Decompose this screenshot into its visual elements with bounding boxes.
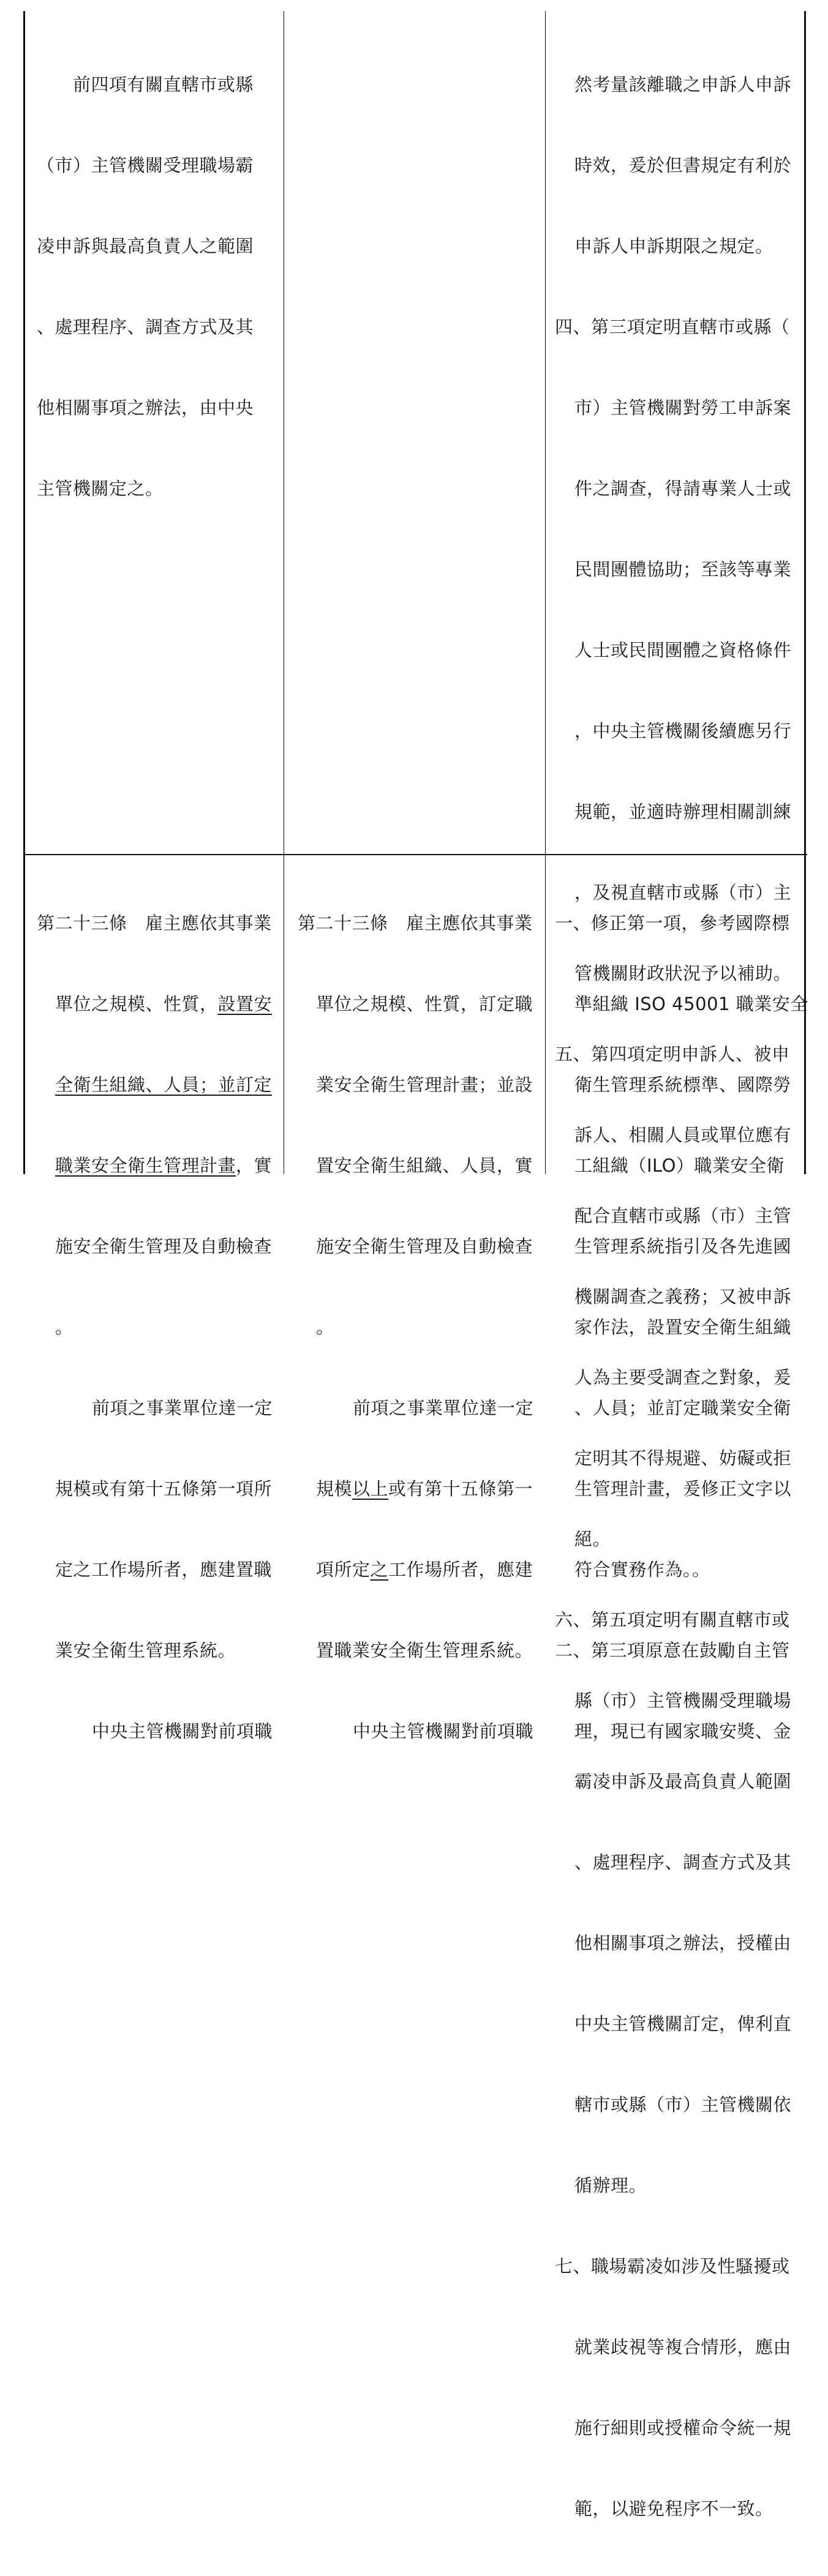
text-line: 時效，爰於但書規定有利於 bbox=[574, 155, 792, 176]
text-line: 中央主管機關對前項職 bbox=[353, 1721, 534, 1742]
text-line: 中央主管機關對前項職 bbox=[92, 1721, 273, 1742]
text-line: 五、第四項定明申訴人、被申 bbox=[555, 1044, 790, 1065]
text-line bbox=[298, 1475, 533, 1502]
text-line: 他相關事項之辦法，授權由 bbox=[574, 1933, 792, 1953]
text-line: 、處理程序、調查方式及其 bbox=[37, 316, 254, 337]
text-line bbox=[37, 1152, 273, 1179]
text-line bbox=[37, 1071, 273, 1098]
text-line: 前項之事業單位達一定 bbox=[92, 1398, 273, 1418]
text-line: 配合直轄市或縣（市）主管 bbox=[574, 1205, 792, 1226]
text-line: 件之調查，得請專業人士或 bbox=[574, 478, 792, 499]
text-line: ，及視直轄市或縣（市）主 bbox=[574, 882, 792, 903]
text-line: 定之工作場所者，應建置職 bbox=[55, 1559, 273, 1580]
amended-underline: 全衛生組織、人員；並訂定 bbox=[55, 1074, 273, 1095]
text-line: 符合實務作為。。 bbox=[574, 1559, 710, 1580]
text-line: 霸凌申訴及最高負責人範圍 bbox=[574, 1771, 792, 1792]
text-span: 或有第十五條第一 bbox=[388, 1478, 533, 1499]
text-line: 中央主管機關訂定，俾利直 bbox=[574, 2013, 792, 2034]
current-underline: 之 bbox=[370, 1559, 389, 1580]
text-line: 民間團體協助；至該等專業 bbox=[574, 559, 792, 580]
top-amended-column bbox=[37, 17, 254, 556]
text-line: 縣（市）主管機關受理職場 bbox=[574, 1690, 792, 1711]
text-line: 施安全衛生管理及自動檢查 bbox=[316, 1236, 533, 1257]
text-line: 絕。 bbox=[574, 1529, 611, 1549]
text-line: 人士或民間團體之資格條件 bbox=[574, 640, 792, 661]
text-span: 單位之規模、性質， bbox=[55, 994, 218, 1014]
current-underline: 以上 bbox=[352, 1478, 389, 1499]
text-line: 規模或有第十五條第一項所 bbox=[55, 1478, 273, 1499]
text-line: 衛生管理系統標準、國際勞 bbox=[574, 1074, 792, 1095]
text-line: 循辦理。 bbox=[574, 2175, 647, 2196]
text-line: 前四項有關直轄市或縣 bbox=[37, 74, 254, 95]
text-line: 二、第三項原意在鼓勵自主管 bbox=[555, 1640, 790, 1661]
text-line: ，中央主管機關後續應另行 bbox=[574, 721, 792, 741]
text-span: 規模 bbox=[316, 1478, 353, 1499]
text-span: 項所定 bbox=[316, 1559, 371, 1580]
text-line: 範，以避免程序不一致。 bbox=[574, 2498, 773, 2519]
text-line: 、人員；並訂定職業安全衛 bbox=[574, 1398, 792, 1418]
text-line: 前項之事業單位達一定 bbox=[353, 1398, 534, 1418]
text-line: 、處理程序、調查方式及其 bbox=[574, 1852, 792, 1873]
text-line: 生管理計畫，爰修正文字以 bbox=[574, 1478, 792, 1499]
text-line: 機關調查之義務；又被申訴 bbox=[574, 1286, 792, 1307]
bottom-explanation-column bbox=[555, 856, 808, 1799]
text-line: 四、第三項定明直轄市或縣（ bbox=[555, 316, 790, 337]
text-line: 施安全衛生管理及自動檢查 bbox=[55, 1236, 273, 1257]
text-line: 單位之規模、性質，訂定職 bbox=[316, 994, 533, 1014]
text-line: 他相關事項之辦法，由中央 bbox=[37, 397, 254, 418]
text-line: 置安全衛生組織、人員，實 bbox=[316, 1155, 533, 1176]
text-line: 訴人、相關人員或單位應有 bbox=[574, 1125, 792, 1145]
text-line: 管機關財政狀況予以補助。 bbox=[574, 963, 792, 984]
article-heading: 第二十三條 雇主應依其事業 bbox=[298, 913, 533, 934]
text-line bbox=[37, 990, 273, 1017]
text-line bbox=[298, 1556, 533, 1583]
text-line: 一、修正第一項，參考國際標 bbox=[555, 913, 790, 934]
text-line: 生管理系統指引及各先進國 bbox=[574, 1236, 792, 1257]
article-heading: 第二十三條 雇主應依其事業 bbox=[37, 913, 272, 934]
text-line: 定明其不得規避、妨礙或拒 bbox=[574, 1448, 792, 1469]
text-line: 申訴人申訴期限之規定。 bbox=[574, 236, 773, 256]
text-line: 七、職場霸凌如涉及性騷擾或 bbox=[555, 2256, 790, 2277]
text-line: 置職業安全衛生管理系統。 bbox=[316, 1640, 533, 1661]
text-line: 規範，並適時辦理相關訓練 bbox=[574, 801, 792, 822]
table-left-border bbox=[23, 11, 25, 1174]
text-line: 然考量該離職之申訴人申訴 bbox=[574, 74, 792, 95]
bottom-amended-column bbox=[37, 856, 273, 1799]
text-line: 市）主管機關對勞工申訴案 bbox=[574, 397, 792, 418]
text-line: 業安全衛生管理系統。 bbox=[55, 1640, 236, 1661]
amended-underline: 設置安 bbox=[217, 994, 273, 1014]
text-line: 就業歧視等複合情形，應由 bbox=[574, 2337, 792, 2357]
text-line: 主管機關定之。 bbox=[37, 478, 164, 499]
text-line: 。 bbox=[55, 1317, 73, 1338]
text-line: 凌申訴與最高負責人之範圍 bbox=[37, 236, 254, 256]
text-line: 。 bbox=[316, 1317, 334, 1338]
text-line: 理，現已有國家職安獎、金 bbox=[574, 1721, 792, 1742]
text-span: 工作場所者，應建 bbox=[388, 1559, 533, 1580]
text-line: 六、第五項定明有關直轄市或 bbox=[555, 1609, 790, 1630]
text-line: 準組織 ISO 45001 職業安全 bbox=[574, 994, 808, 1014]
text-span: ，實 bbox=[236, 1155, 273, 1176]
column-divider-2 bbox=[545, 11, 546, 1174]
text-line: 家作法，設置安全衛生組織 bbox=[574, 1317, 792, 1338]
text-line: 工組織（ILO）職業安全衛 bbox=[574, 1155, 785, 1176]
text-line: 轄市或縣（市）主管機關依 bbox=[574, 2094, 792, 2115]
text-line: 施行細則或授權命令統一規 bbox=[574, 2417, 792, 2438]
bottom-current-column bbox=[298, 856, 533, 1799]
amended-underline: 職業安全衛生管理計畫 bbox=[55, 1155, 236, 1176]
text-line: 人為主要受調查之對象，爰 bbox=[574, 1367, 792, 1388]
text-line: 業安全衛生管理計畫；並設 bbox=[316, 1074, 533, 1095]
text-line: （市）主管機關受理職場霸 bbox=[37, 155, 254, 176]
